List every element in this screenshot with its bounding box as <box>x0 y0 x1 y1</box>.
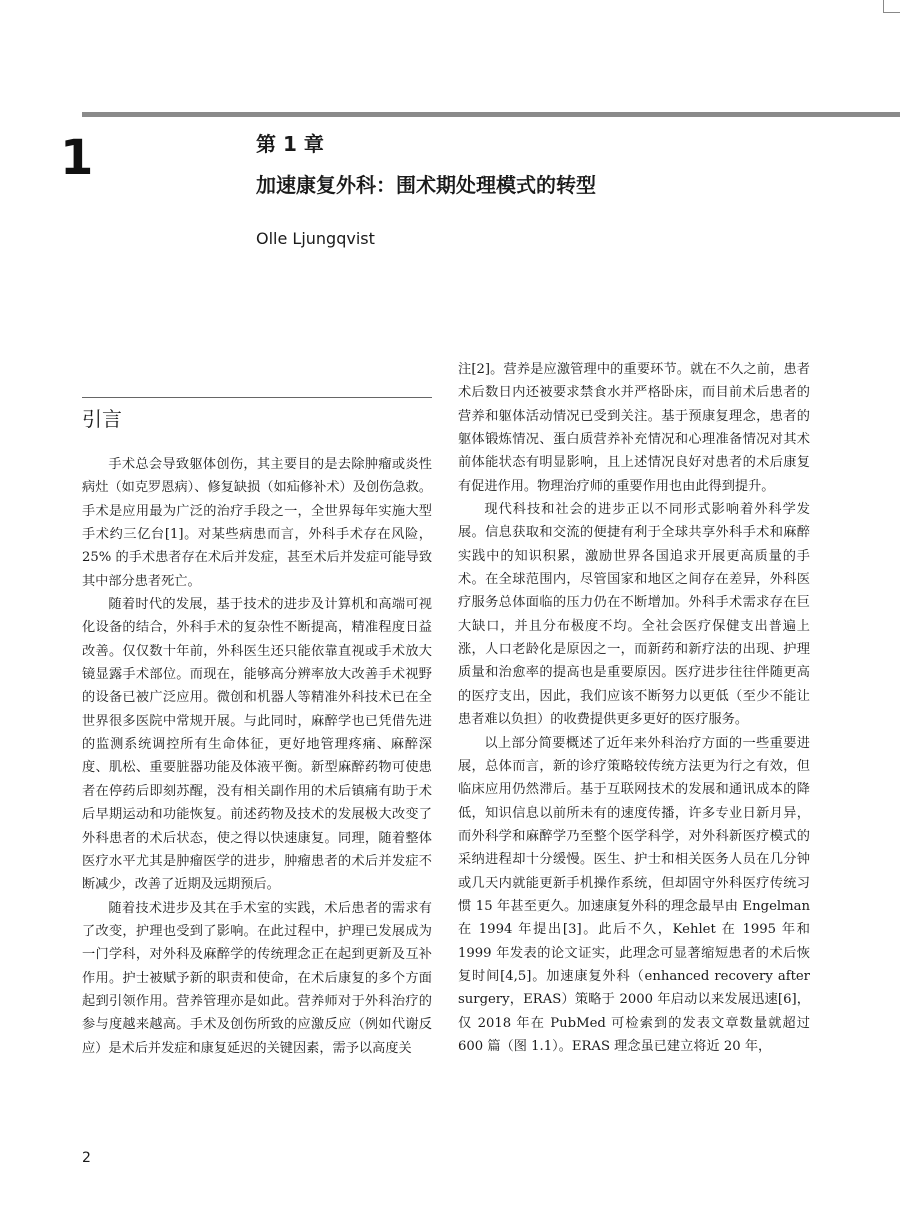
chapter-top-rule <box>82 112 900 117</box>
chapter-author: Olle Ljungqvist <box>256 229 375 248</box>
section-title: 引言 <box>82 407 122 431</box>
crop-mark <box>883 0 900 13</box>
left-column <box>82 453 432 1060</box>
chapter-title: 加速康复外科：围术期处理模式的转型 <box>256 173 596 197</box>
page-number: 2 <box>82 1150 91 1166</box>
paragraph: 以上部分简要概述了近年来外科治疗方面的一些重要进展，总体而言，新的诊疗策略较传统方法更为行之有效，但临床应用仍然滞后。基于互联网技术的发展和通讯成本的降低，知识信息以前所未有的速度传播，许多专业日新月异，而外科学和麻醉学乃至整个医学科学，对外科新医疗模式的采纳进程却十分缓慢。医生、护士和相关医务人员在几分钟或几天内就能更新手机操作系统，但却固守外科医疗传统习惯 15 年甚至更久。加速康复外科的理念最早由 Engelman 在 1994 年提出[3]。此后不久，Kehlet 在 1995 年和 1999 年发表的论文证实，此理念可显著缩短患者的术后恢复时间[4,5]。加速康复外科（enhanced recovery after surgery，ERAS）策略于 2000 年启动以来发展迅速[6]，仅 2018 年在 PubMed 可检索到的发表文章数量就超过 600 篇（图 1.1）。ERAS 理念虽已建立将近 20 年， <box>458 735 810 1054</box>
chapter-number: 1 <box>60 130 94 186</box>
paragraph-continued: 注[2]。营养是应激管理中的重要环节。就在不久之前，患者术后数日内还被要求禁食水并严格卧床，而目前术后患者的营养和躯体活动情况已受到关注。基于预康复理念，患者的躯体锻炼情况、蛋白质营养补充情况和心理准备情况对其术前体能状态有明显影响，且上述情况良好对患者的术后康复有促进作用。物理治疗师的重要作用也由此得到提升。 <box>458 362 810 494</box>
paragraph: 现代科技和社会的进步正以不同形式影响着外科学发展。信息获取和交流的便捷有利于全球共享外科手术和麻醉实践中的知识积累，激励世界各国追求开展更高质量的手术。在全球范围内，尽管国家和地区之间存在差异，外科医疗服务总体面临的压力仍在不断增加。外科手术需求存在巨大缺口，并且分布极度不均。全社会医疗保健支出普遍上涨，人口老龄化是原因之一，而新药和新疗法的出现、护理质量和治愈率的提高也是重要原因。医疗进步往往伴随更高的医疗支出，因此，我们应该不断努力以更低（至少不能让患者难以负担）的收费提供更多更好的医疗服务。 <box>458 502 810 728</box>
chapter-label: 第 1 章 <box>256 132 324 156</box>
section-rule <box>82 397 432 398</box>
paragraph: 随着时代的发展，基于技术的进步及计算机和高端可视化设备的结合，外科手术的复杂性不断提高，精准程度日益改善。仅仅数十年前，外科医生还只能依靠直视或手术放大镜显露手术部位。而现在，能够高分辨率放大改善手术视野的设备已被广泛应用。微创和机器人等精准外科技术已在全世界很多医院中常规开展。与此同时，麻醉学也已凭借先进的监测系统调控所有生命体征，更好地管理疼痛、麻醉深度、肌松、重要脏器功能及体液平衡。新型麻醉药物可使患者在停药后即刻苏醒，没有相关副作用的术后镇痛有助于术后早期运动和功能恢复。前述药物及技术的发展极大改变了外科患者的术后状态，使之得以快速康复。同理，随着整体医疗水平尤其是肿瘤医学的进步，肿瘤患者的术后并发症不断减少，改善了近期及远期预后。 <box>82 597 432 893</box>
right-column <box>458 358 810 1058</box>
paragraph: 手术总会导致躯体创伤，其主要目的是去除肿瘤或炎性病灶（如克罗恩病）、修复缺损（如疝修补术）及创伤急救。手术是应用最为广泛的治疗手段之一，全世界每年实施大型手术约三亿台[1]。对某些病患而言，外科手术存在风险，25% 的手术患者存在术后并发症，甚至术后并发症可能导致其中部分患者死亡。 <box>82 457 433 589</box>
paragraph: 随着技术进步及其在手术室的实践，术后患者的需求有了改变，护理也受到了影响。在此过程中，护理已发展成为一门学科，对外科及麻醉学的传统理念正在起到更新及互补作用。护士被赋予新的职责和使命，在术后康复的多个方面起到引领作用。营养管理亦是如此。营养师对于外科治疗的参与度越来越高。手术及创伤所致的应激反应（例如代谢反应）是术后并发症和康复延迟的关键因素，需予以高度关 <box>82 900 432 1056</box>
